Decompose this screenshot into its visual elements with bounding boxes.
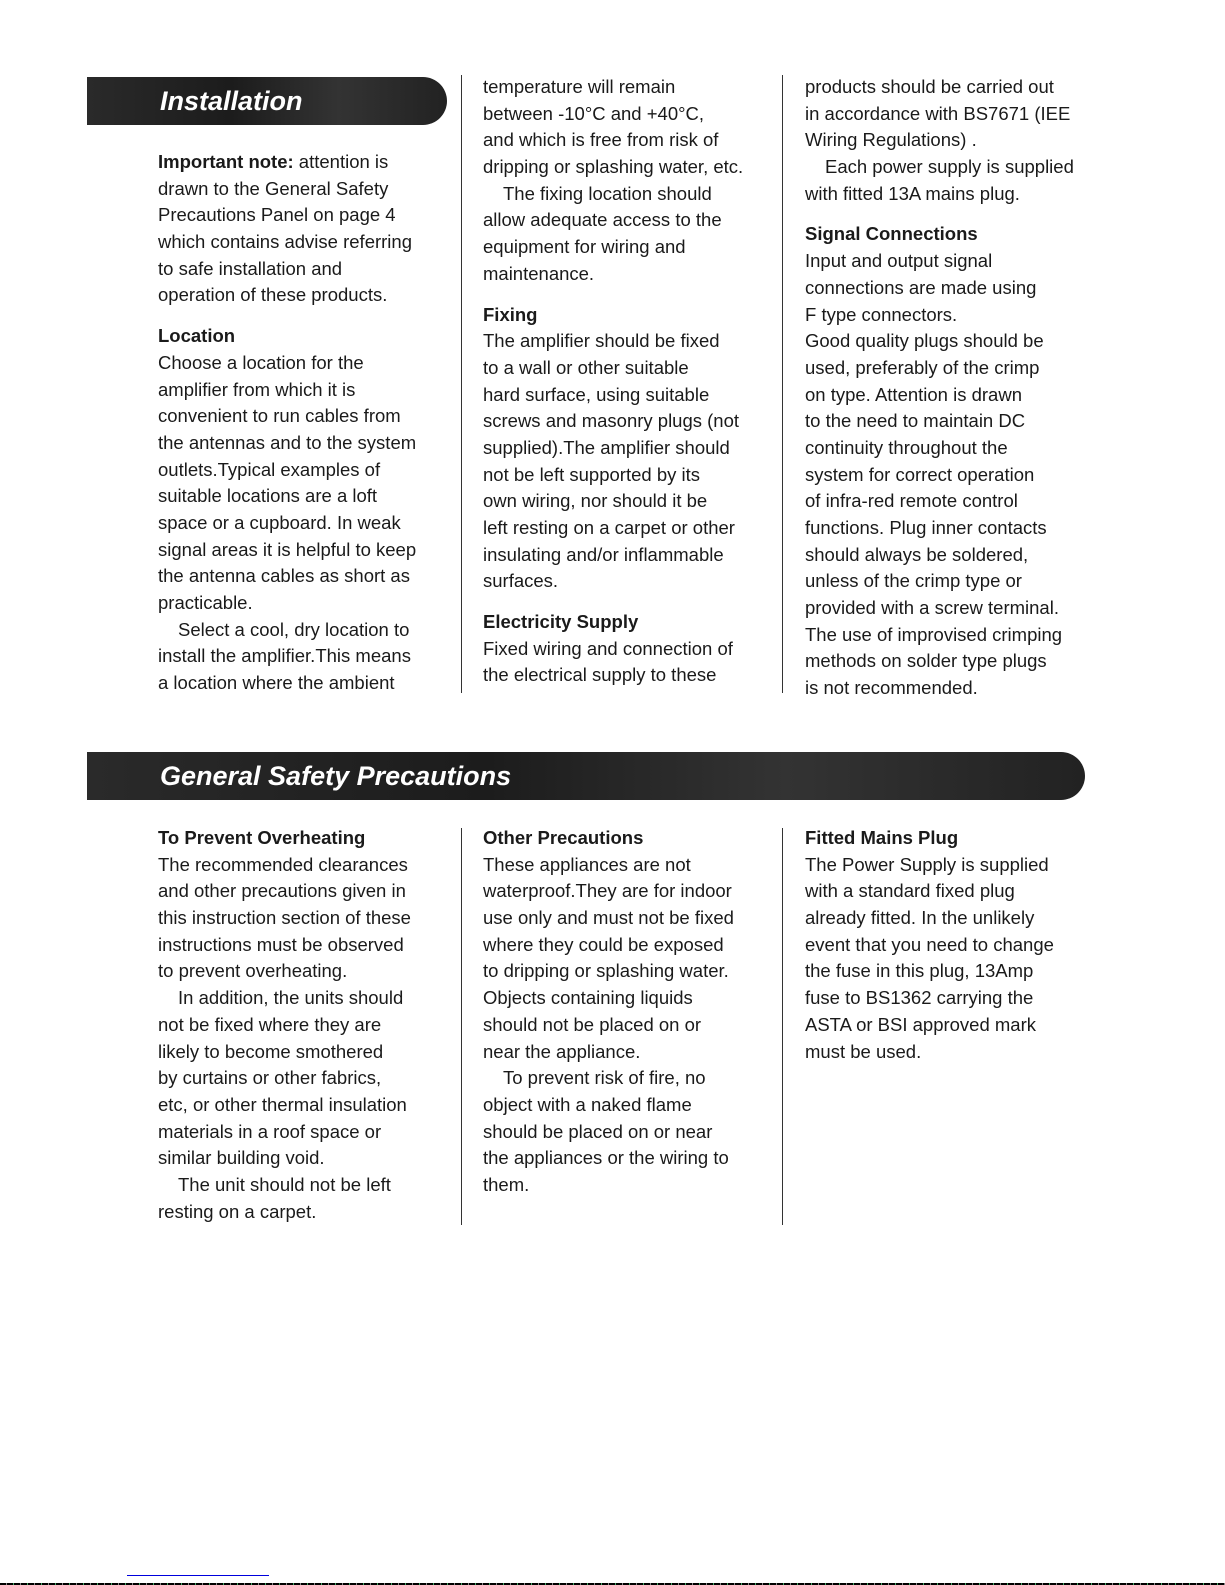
text-line: fuse to BS1362 carrying the	[805, 987, 1034, 1009]
text-line: the electrical supply to these	[483, 664, 717, 686]
text-line	[158, 149, 458, 176]
text-line: The unit should not be left	[178, 1173, 391, 1195]
text-line: use only and must not be fixed	[483, 907, 734, 929]
section-heading: Other Precautions	[483, 827, 644, 848]
text-line: maintenance.	[483, 262, 595, 284]
text-line: left resting on a carpet or other	[483, 517, 735, 538]
text-line: likely to become smothered	[158, 1040, 384, 1062]
important-note-label: Important note:	[158, 151, 294, 172]
column-divider	[782, 828, 783, 1225]
text-line: The use of improvised crimping	[805, 623, 1063, 645]
section-heading: To Prevent Overheating	[158, 827, 366, 848]
text-line: materials in a roof space or	[158, 1120, 382, 1142]
text-line: methods on solder type plugs	[805, 650, 1047, 672]
section-heading: Fixing	[483, 303, 538, 325]
text-line: supplied).The amplifier should	[483, 436, 730, 458]
text-line: unless of the crimp type or	[805, 570, 1022, 592]
text-line: temperature will remain	[483, 76, 676, 97]
text-line: allow adequate access to the	[483, 209, 722, 231]
text-line: connections are made using	[805, 276, 1037, 298]
text-line: with fitted 13A mains plug.	[805, 182, 1020, 204]
text-line: functions. Plug inner contacts	[805, 517, 1047, 538]
text-line: a location where the ambient	[158, 672, 395, 694]
text-line: Select a cool, dry location to	[178, 618, 410, 640]
installation-title: Installation	[160, 86, 303, 116]
text-line: The amplifier should be fixed	[483, 330, 720, 352]
text-line: already fitted. In the unlikely	[805, 907, 1035, 929]
section-heading: Fitted Mains Plug	[805, 827, 959, 848]
text-line: convenient to run cables from	[158, 405, 401, 427]
text-line: ASTA or BSI approved mark	[805, 1013, 1037, 1035]
text-line: of infra-red remote control	[805, 490, 1018, 512]
text-line: should always be soldered,	[805, 543, 1029, 565]
text-line: waterproof.They are for indoor	[483, 880, 732, 902]
text-line: where they could be exposed	[483, 933, 724, 955]
text-line: to prevent overheating.	[158, 960, 348, 982]
installation-heading-bar	[87, 77, 447, 125]
text-line: Choose a location for the	[158, 351, 364, 373]
text-line: object with a naked flame	[483, 1093, 692, 1115]
text-line: Wiring Regulations) .	[805, 129, 977, 151]
text-line: outlets.Typical examples of	[158, 458, 381, 480]
text-line: to a wall or other suitable	[483, 356, 689, 378]
text-line: on type. Attention is drawn	[805, 383, 1022, 405]
text-line: by curtains or other fabrics,	[158, 1067, 382, 1089]
text-line: The Power Supply is supplied	[805, 853, 1049, 875]
text-line: must be used.	[805, 1040, 922, 1062]
text-line: not be left supported by its	[483, 463, 700, 485]
text-line: to safe installation and	[158, 257, 343, 279]
text-line: should not be placed on or	[483, 1013, 702, 1035]
installation-column-3	[805, 74, 1105, 702]
text-line: in accordance with BS7671 (IEE	[805, 102, 1071, 124]
safety-column-3	[805, 825, 1105, 1065]
text-line: Input and output signal	[805, 250, 993, 272]
text-line: between -10°C and +40°C,	[483, 102, 705, 124]
text-line: system for correct operation	[805, 463, 1035, 485]
text-line: practicable.	[158, 592, 253, 613]
column-divider	[461, 828, 462, 1225]
text-line: Good quality plugs should be	[805, 330, 1044, 352]
text-line: this instruction section of these	[158, 907, 411, 929]
text-line: resting on a carpet.	[158, 1200, 317, 1222]
text-line: Precautions Panel on page 4	[158, 204, 396, 226]
text-line: is not recommended.	[805, 677, 978, 699]
installation-column-2	[483, 74, 783, 689]
text-line: The recommended clearances	[158, 853, 408, 875]
text-line: Fixed wiring and connection of	[483, 637, 733, 659]
text-line: Each power supply is supplied	[825, 156, 1074, 178]
text-line: surfaces.	[483, 570, 559, 592]
section-heading: Signal Connections	[805, 223, 978, 245]
text-line: and which is free from risk of	[483, 129, 719, 151]
text-line: etc, or other thermal insulation	[158, 1093, 407, 1115]
text-line: suitable locations are a loft	[158, 485, 378, 507]
text-line: products should be carried out	[805, 76, 1054, 97]
safety-title: General Safety Precautions	[160, 761, 512, 791]
column-divider	[461, 75, 462, 693]
text-line: screws and masonry plugs (not	[483, 410, 740, 432]
text-line: near the appliance.	[483, 1040, 641, 1062]
text-line: which contains advise referring	[158, 231, 412, 253]
text-line: These appliances are not	[483, 853, 691, 875]
text-line: provided with a screw terminal.	[805, 597, 1059, 619]
text-line: amplifier from which it is	[158, 378, 356, 400]
text-line: Objects containing liquids	[483, 987, 693, 1009]
text-line: To prevent risk of fire, no	[503, 1067, 706, 1089]
section-heading: Location	[158, 325, 236, 347]
text-line: the appliances or the wiring to	[483, 1147, 729, 1169]
text-line: to the need to maintain DC	[805, 410, 1026, 432]
safety-heading-bar	[87, 752, 1085, 800]
text-line: In addition, the units should	[178, 987, 404, 1009]
text-line: event that you need to change	[805, 933, 1054, 955]
installation-column-1	[158, 149, 458, 697]
safety-column-1	[158, 825, 458, 1225]
section-heading: Electricity Supply	[483, 611, 639, 633]
text-line: space or a cupboard. In weak	[158, 511, 401, 533]
text-line: F type connectors.	[805, 303, 958, 325]
text-line: The fixing location should	[503, 182, 712, 204]
safety-column-2	[483, 825, 783, 1199]
text-line: similar building void.	[158, 1147, 325, 1169]
text-line: install the amplifier.This means	[158, 645, 411, 667]
text-line: dripping or splashing water, etc.	[483, 156, 744, 178]
scan-artifact-line	[127, 1575, 269, 1576]
text-line: hard surface, using suitable	[483, 383, 710, 405]
text-line: used, preferably of the crimp	[805, 356, 1040, 378]
text-line: with a standard fixed plug	[805, 880, 1015, 902]
text-line: operation of these products.	[158, 284, 388, 306]
text-line: should be placed on or near	[483, 1120, 713, 1142]
text-line: equipment for wiring and	[483, 236, 686, 258]
text-line: insulating and/or inflammable	[483, 543, 724, 565]
text-line: not be fixed where they are	[158, 1013, 382, 1035]
text-line: the fuse in this plug, 13Amp	[805, 960, 1034, 982]
text-line: to dripping or splashing water.	[483, 960, 729, 982]
column-divider	[782, 75, 783, 693]
text-line: and other precautions given in	[158, 880, 406, 902]
text-line: the antenna cables as short as	[158, 565, 410, 587]
text-line-rest: attention is	[293, 151, 389, 172]
text-line: instructions must be observed	[158, 933, 404, 955]
text-line: own wiring, nor should it be	[483, 490, 708, 512]
text-line: signal areas it is helpful to keep	[158, 538, 417, 560]
text-line: drawn to the General Safety	[158, 177, 389, 199]
text-line: them.	[483, 1173, 530, 1195]
text-line: continuity throughout the	[805, 436, 1008, 458]
text-line: the antennas and to the system	[158, 431, 417, 453]
